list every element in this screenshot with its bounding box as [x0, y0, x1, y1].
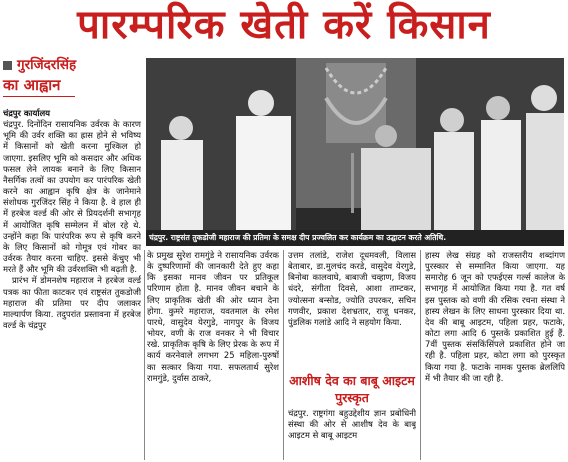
paragraph: हास्य लेख संग्रह को राजस्तरीय शब्दांगण पुरस्कार से सम्मानित किया जाएगा. यह समारोह 6 जून को एफईएस गर्ल्स कालेज के सभागृह में आयोजित किया गया है. गत वर्ष इस पुस्तक को वणी की रसिक रचना संस्था ने हास्य लेखन के लिए साधना पुरस्कार दिया था. देव की बाबू आइटम, पहिला प्रहर, फटाके, कोटा लगा आदि 6 पुस्तकें प्रकाशित हुई हैं. 7वीं पुस्तक संसकिंसिंपले प्रकाशित होने जा रही है. पहिला प्रहर, कोटा लगा को पुरस्कृत किया गया है. फटाके नामक पुस्तक ब्रेललिपि में भी तैयार की जा रही है. [425, 250, 565, 383]
photo-illustration [146, 58, 564, 230]
column-divider [420, 250, 421, 460]
article-column-4 [425, 250, 565, 460]
paragraph: चंद्रपुर. दिनोंदिन रासायनिक उर्वरक के कारण भूमि की उर्वर शक्ति का ह्रास होने से भविष्य में किसानों को खेती करना मुश्किल हो जाएगा. इसलिए भूमि को कसदार और अधिक फसल लेने लायक बनाने के लिए किसान नैसर्गिक तत्वों का उपयोग कर पारंपरिक खेती करने का आह्वान कृषि क्षेत्र के जानेमाने संशोधक गुरजिंदर सिंह ने किया है. वे हाल ही में हरबेज वर्ल्ड की ओर से प्रियदर्शनी सभागृह में आयोजित कृषि सम्मेलन में बोल रहे थे. उन्होंने कहा कि पारंपरिक रूप से कृषि करने के लिए किसानों को गोमूत्र एवं गोबर का उर्वरक तैयार करना चाहिए. इससे केंचुए भी मरते हैं और भूमि की उर्वरशक्ति भी बढ़ती है. [3, 119, 141, 275]
byline-name: गुरजिंदरसिंह [3, 56, 141, 74]
news-photo [146, 58, 564, 230]
dateline: चंद्रपुर कार्यालय [3, 108, 51, 118]
article-column-3 [288, 250, 416, 370]
bullet-square-icon [3, 61, 12, 70]
subheading: आशीष देव का बाबू आइटम पुरस्कृत [289, 373, 415, 405]
article-column-1 [3, 108, 141, 460]
byline [3, 56, 141, 102]
article-column-2 [147, 250, 279, 460]
paragraph: प्रारंभ में डोमनशेष महाराज ने हरबेज वर्ल्ड पत्रक का फीता काटकर एवं राष्ट्रसंत तुकडोजी महाराज की प्रतिमा पर दीप जलाकर माल्यार्पण किया. तदुपरांत प्रस्तावना में हरबेज वर्ल्ड के चंद्रपुर [3, 275, 141, 330]
column-divider [144, 250, 145, 460]
headline: पारम्परिक खेती करें किसान [77, 2, 491, 48]
paragraph: के प्रमुख सुरेश रामगुंडे ने रासायनिक उर्वरक के दुष्परिणामों की जानकारी देते हुए कहा कि इसका मानव जीवन पर प्रतिकूल परिणाम होता है. मानव जीवन बचाने के लिए प्राकृतिक खेती की ओर ध्यान देना होगा. कुमरे महाराज, यवतमाल के रमेश पारधे, वासुदेव येरगुडे, नागपुर के विजय भोयर, वणी के राज वनकर ने भी विचार रखे. प्राकृतिक कृषि के लिए प्रेरक के रूप में कार्य करनेवाले लगभग 25 महिला-पुरुषों का सत्कार किया गया. सफलतार्थ सुरेश रामगुंडे, दुर्वास ठाकरे, [147, 250, 279, 383]
photo-caption: चंद्रपुर. राष्ट्रसंत तुकडोजी महाराज की प्रतिमा के समक्ष दीप प्रज्वलित कर कार्यक्रम का उद्घाटन करते अतिथि. [146, 230, 564, 246]
byline-title: का आह्वान [3, 74, 75, 97]
column-divider [283, 250, 284, 460]
paragraph: चंद्रपुर. राष्ट्रगंगा बहुउद्देशीय ज्ञान प्रबोधिनी संस्था की ओर से आशीष देव के बाबू आइटम से बाबू आइटम [288, 408, 416, 441]
paragraph: उत्तम तलांडे, राजेश दूधमवली, विलास बेताबार, डा.मुलचंद करडे, वासुदेव येरगुडे, बिनोबा कालवाघे, बाबाजी चव्हाण, विजय धंदरे, संगीता दिवसे, आशा ताम्टकर, ज्योत्सना बन्सोड, ज्योति उपरकर, सचिन गणवीर, प्रकाश देशभ्रतार, राजू धनकर, पुंडलिक गलांडे आदि ने सहयोग किया. [288, 250, 416, 327]
article-column-3b [288, 408, 416, 460]
